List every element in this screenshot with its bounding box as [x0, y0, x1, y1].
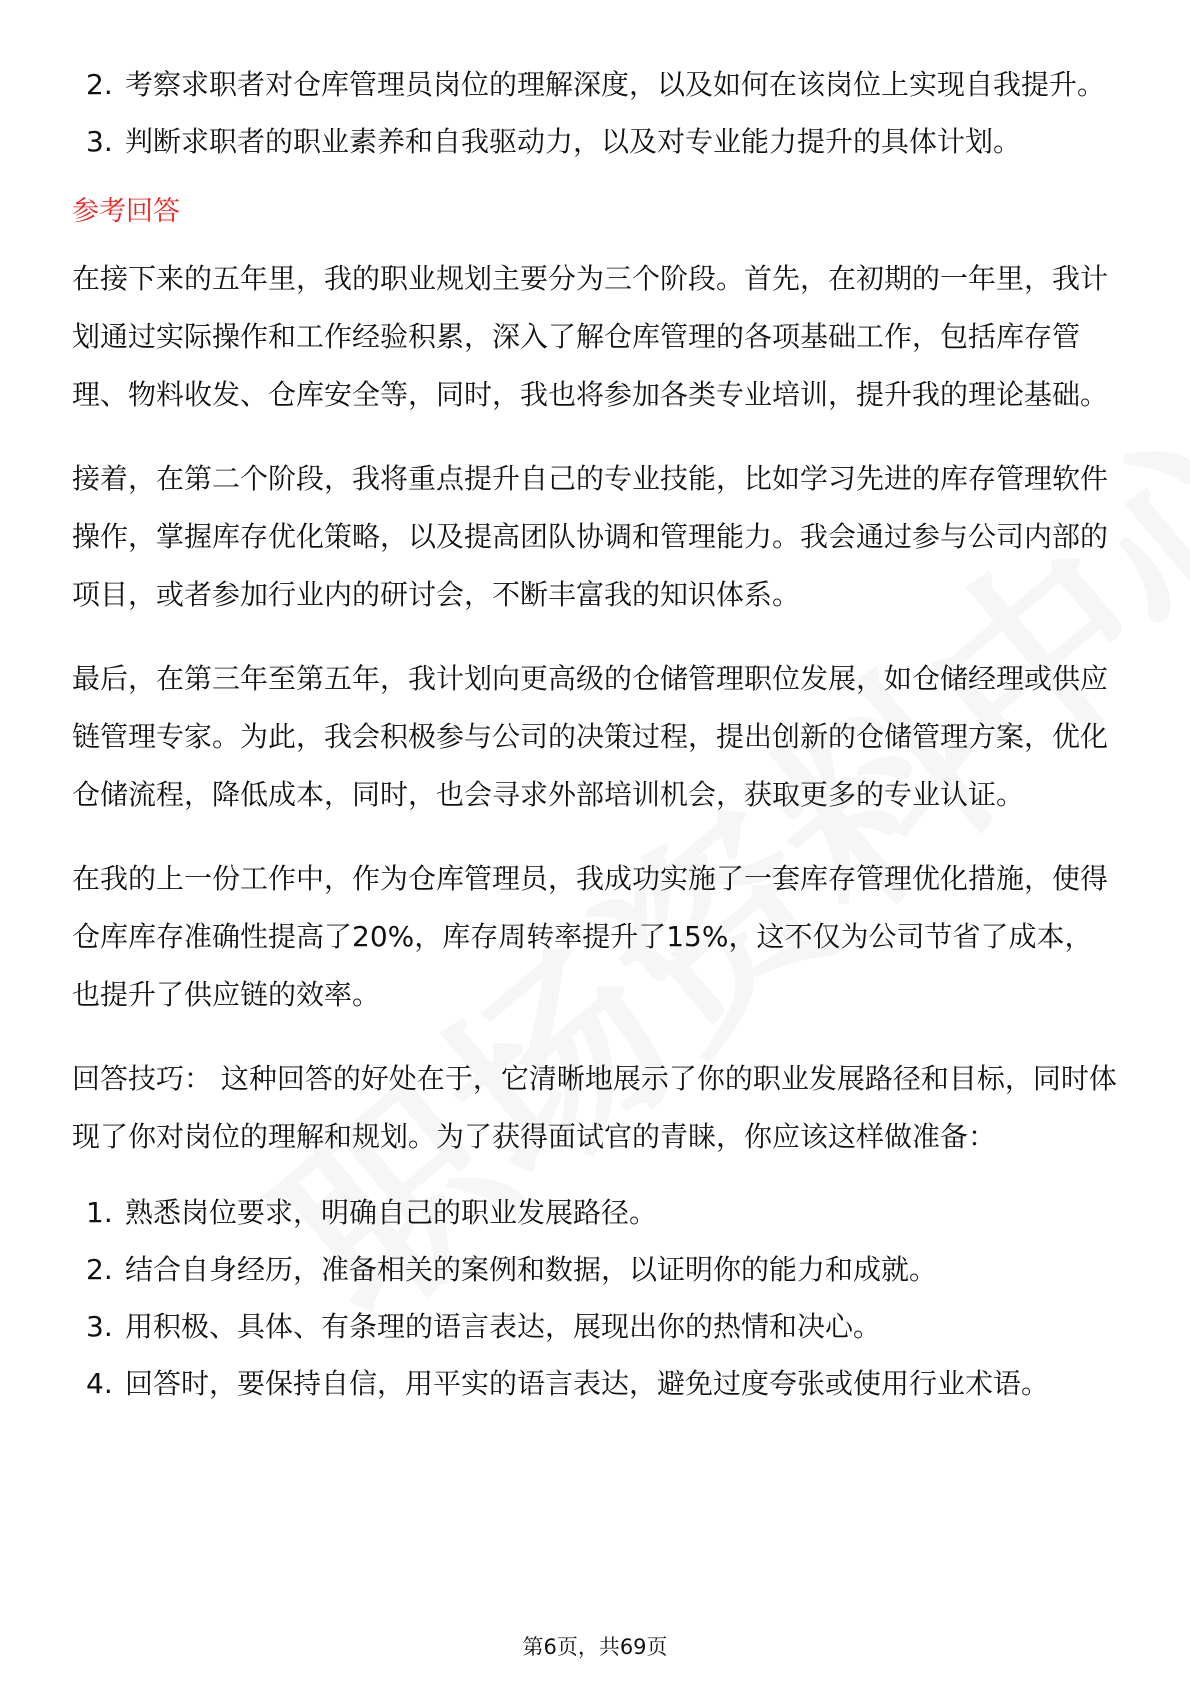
list-number: 1. [86, 1196, 113, 1229]
criteria-list [72, 56, 1120, 170]
list-text: 结合自身经历，准备相关的案例和数据，以证明你的能力和成就。 [125, 1253, 938, 1286]
page-footer: 第6页，共69页 [522, 1635, 668, 1659]
list-item [72, 1241, 1120, 1298]
list-item [72, 1355, 1120, 1412]
list-number: 2. [86, 68, 113, 101]
answer-paragraph: 在接下来的五年里，我的职业规划主要分为三个阶段。首先，在初期的一年里，我计划通过实际操作和工作经验积累，深入了解仓库管理的各项基础工作，包括库存管理、物料收发、仓库安全等，同时，我也将参加各类专业培训，提升我的理论基础。 [72, 262, 1109, 411]
list-number: 4. [86, 1367, 113, 1400]
list-text: 用积极、具体、有条理的语言表达，展现出你的热情和决心。 [125, 1310, 882, 1343]
list-number: 2. [86, 1253, 113, 1286]
list-text: 考察求职者对仓库管理员岗位的理解深度，以及如何在该岗位上实现自我提升。 [125, 68, 1106, 101]
list-text: 判断求职者的职业素养和自我驱动力，以及对专业能力提升的具体计划。 [125, 125, 1022, 158]
list-item [72, 113, 1120, 170]
list-item [72, 56, 1120, 113]
answer-paragraph: 接着，在第二个阶段，我将重点提升自己的专业技能，比如学习先进的库存管理软件操作，掌握库存优化策略，以及提高团队协调和管理能力。我会通过参与公司内部的项目，或者参加行业内的研讨会，不断丰富我的知识体系。 [72, 462, 1109, 611]
list-item [72, 1184, 1120, 1241]
list-number: 3. [86, 1310, 113, 1343]
document-page [72, 56, 1120, 1412]
answer-heading: 参考回答 [72, 196, 180, 227]
tips-list [72, 1184, 1120, 1412]
tips-intro-paragraph: 回答技巧： 这种回答的好处在于，它清晰地展示了你的职业发展路径和目标，同时体现了你对岗位的理解和规划。为了获得面试官的青睐，你应该这样做准备： [72, 1062, 1117, 1153]
list-text: 回答时，要保持自信，用平实的语言表达，避免过度夸张或使用行业术语。 [125, 1367, 1050, 1400]
achievement-paragraph: 在我的上一份工作中，作为仓库管理员，我成功实施了一套库存管理优化措施，使得仓库库存准确性提高了20%，库存周转率提升了15%，这不仅为公司节省了成本，也提升了供应链的效率。 [72, 862, 1109, 1011]
answer-paragraph: 最后，在第三年至第五年，我计划向更高级的仓储管理职位发展，如仓储经理或供应链管理专家。为此，我会积极参与公司的决策过程，提出创新的仓储管理方案，优化仓储流程，降低成本，同时，也会寻求外部培训机会，获取更多的专业认证。 [72, 662, 1109, 811]
list-number: 3. [86, 125, 113, 158]
list-item [72, 1298, 1120, 1355]
list-text: 熟悉岗位要求，明确自己的职业发展路径。 [125, 1196, 658, 1229]
